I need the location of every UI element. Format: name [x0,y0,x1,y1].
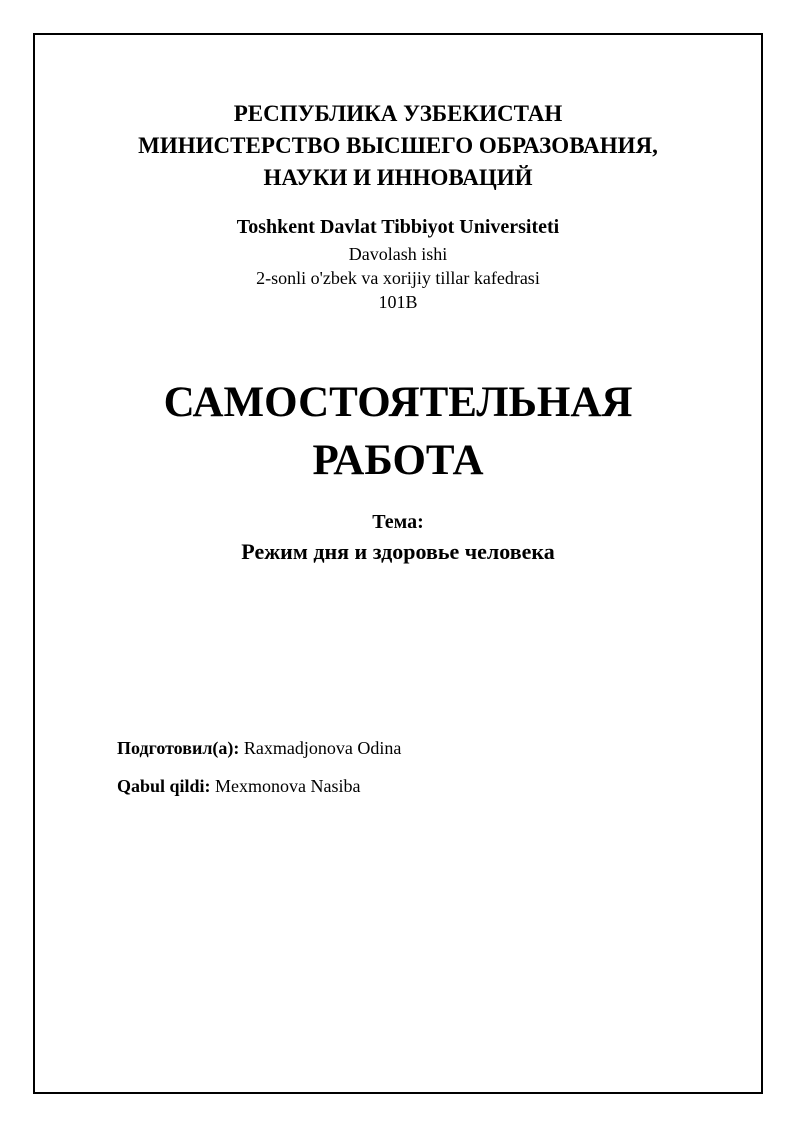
prepared-by [117,736,401,760]
header-country: РЕСПУБЛИКА УЗБЕКИСТАН [233,101,563,126]
accepted-by [117,774,361,798]
department-name: 2-sonli o'zbek va xorijiy tillar kafedrasi [256,268,540,288]
header-ministry: МИНИСТЕРСТВО ВЫСШЕГО ОБРАЗОВАНИЯ, [138,133,658,158]
page-frame [33,33,763,1094]
accepted-label: Qabul qildi: [117,776,211,796]
faculty-name: Davolash ishi [348,244,448,264]
university-name: Toshkent Davlat Tibbiyot Universiteti [236,216,560,238]
topic-label: Тема: [372,511,424,533]
group-number: 101B [378,292,418,312]
prepared-label: Подготовил(а): [117,738,240,758]
work-title-line1: САМОСТОЯТЕЛЬНАЯ [163,379,633,426]
topic-text: Режим дня и здоровье человека [241,539,555,564]
work-title-line2: РАБОТА [312,437,484,484]
header-ministry-cont: НАУКИ И ИННОВАЦИЙ [263,165,533,190]
accepted-name: Mexmonova Nasiba [215,776,361,796]
prepared-name: Raxmadjonova Odina [243,738,402,758]
